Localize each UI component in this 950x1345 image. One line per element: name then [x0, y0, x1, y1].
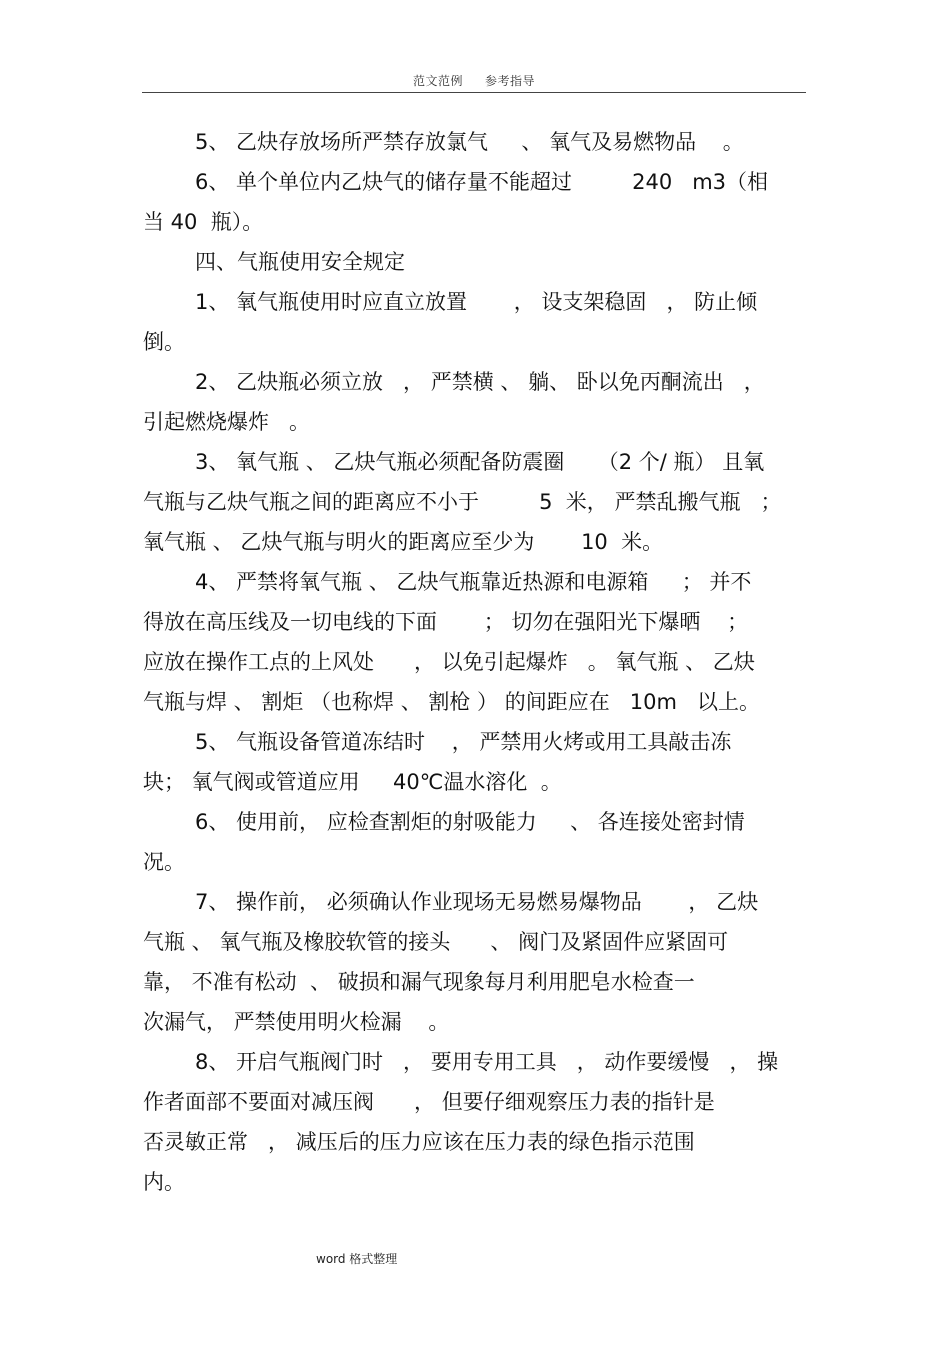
header-divider [142, 92, 806, 93]
text-line: 气瓶与焊 、 割炬 （也称焊 、 割枪 ） 的间距应在 10m 以上。 [143, 690, 760, 714]
header-left-text: 范文范例 [412, 74, 463, 88]
text-line: 8、 开启气瓶阀门时 ， 要用专用工具 ， 动作要缓慢 ， 操 [195, 1050, 779, 1074]
text-line: 气瓶与乙炔气瓶之间的距离应不小于 5 米， 严禁乱搬气瓶 ； [143, 490, 782, 514]
text-line: 7、 操作前， 必须确认作业现场无易燃易爆物品 ， 乙炔 [195, 890, 759, 914]
text-line: 四、气瓶使用安全规定 [195, 250, 405, 274]
text-line: 1、 氧气瓶使用时应直立放置 ， 设支架稳固 ， 防止倾 [195, 290, 758, 314]
text-line: 作者面部不要面对减压阀 ， 但要仔细观察压力表的指针是 [143, 1090, 715, 1114]
text-line: 当 40 瓶）。 [143, 210, 264, 234]
text-line: 倒。 [143, 330, 185, 354]
document-body [143, 122, 813, 1202]
text-line: 氧气瓶 、 乙炔气瓶与明火的距离应至少为 10 米。 [143, 530, 664, 554]
text-line: 靠， 不准有松动 、 破损和漏气现象每月利用肥皂水检查一 [143, 970, 695, 994]
text-line: 4、 严禁将氧气瓶 、 乙炔气瓶靠近热源和电源箱 ； 并不 [195, 570, 752, 594]
text-line: 6、 单个单位内乙炔气的储存量不能超过 240 m3（相 [195, 170, 769, 194]
text-line: 气瓶 、 氧气瓶及橡胶软管的接头 、 阀门及紧固件应紧固可 [143, 930, 729, 954]
text-line: 5、 乙炔存放场所严禁存放氯气 、 氧气及易燃物品 。 [195, 130, 744, 154]
text-line: 次漏气， 严禁使用明火检漏 。 [143, 1010, 450, 1034]
text-line: 3、 氧气瓶 、 乙炔气瓶必须配备防震圈 （2 个/ 瓶） 且氧 [195, 450, 765, 474]
text-line: 内。 [143, 1170, 185, 1194]
text-line: 否灵敏正常 ， 减压后的压力应该在压力表的绿色指示范围 [143, 1130, 695, 1154]
text-line: 引起燃烧爆炸 。 [143, 410, 311, 434]
header-right-text: 参考指导 [485, 74, 536, 88]
text-line: 6、 使用前， 应检查割炬的射吸能力 、 各连接处密封情 [195, 810, 745, 834]
text-line: 得放在高压线及一切电线的下面 ； 切勿在强阳光下爆晒 ； [143, 610, 749, 634]
text-line: 5、 气瓶设备管道冻结时 ， 严禁用火烤或用工具敲击冻 [195, 730, 732, 754]
text-line: 2、 乙炔瓶必须立放 ， 严禁横 、 躺、 卧以免丙酮流出 ， [195, 370, 765, 394]
text-line: 应放在操作工点的上风处 ， 以免引起爆炸 。 氧气瓶 、 乙炔 [143, 650, 755, 674]
page-footer: word 格式整理 [316, 1252, 398, 1266]
text-line: 况。 [143, 850, 185, 874]
text-line: 块； 氧气阀或管道应用 40℃温水溶化 。 [143, 770, 562, 794]
page-header [142, 72, 806, 89]
